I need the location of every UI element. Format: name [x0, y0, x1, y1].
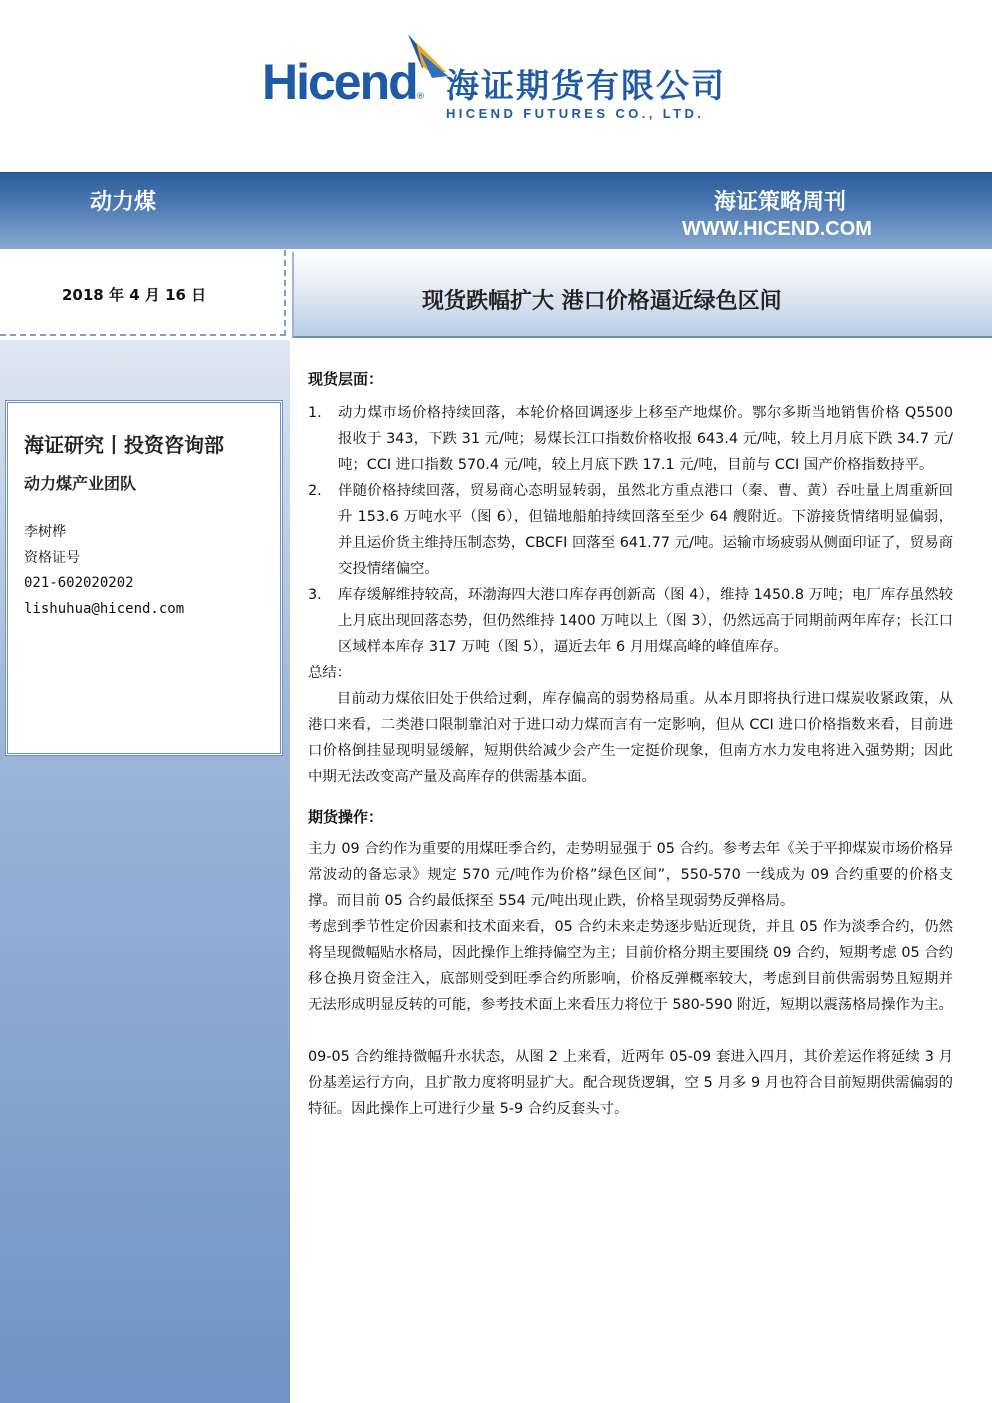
- phone-number: 021-602020202: [24, 575, 134, 591]
- list-number: 1.: [308, 405, 322, 421]
- date-box: [0, 250, 286, 336]
- list-text: 库存缓解维持较高，环渤海四大港口库存再创新高（图 4），维持 1450.8 万吨；电厂库存虽然较上月底出现回落态势，但仍然维持 1400 万吨以上（图 3），仍然远高于同期前两年库存；长江口区域样本库存 317 万吨（图 5），逼近去年 6 月用煤高峰的峰值库存。: [338, 587, 953, 655]
- title-box: [292, 252, 992, 338]
- logo-brand: Hicend: [262, 54, 417, 110]
- banner-url[interactable]: WWW.HICEND.COM: [682, 218, 872, 240]
- report-title: 现货跌幅扩大 港口价格逼近绿色区间: [422, 289, 782, 314]
- futures-paragraph-3: 09-05 合约维持微幅升水状态，从图 2 上来看，近两年 05-09 套进入四月，其价差运作将延续 3 月份基差运行方向，且扩散力度将明显扩大。配合现货逻辑，空 5 月多 9 月也符合目前短期供需偏弱的特征。因此操作上可进行少量 5-9 合约反套头寸。: [308, 1049, 953, 1117]
- futures-heading: 期货操作：: [308, 808, 384, 826]
- spot-list: [308, 400, 953, 660]
- logo-reg-mark: ®: [416, 92, 425, 102]
- list-number: 2.: [308, 483, 322, 499]
- summary-paragraph: 目前动力煤依旧处于供给过剩，库存偏高的弱势格局重。从本月即将执行进口煤炭收紧政策，从港口来看，二类港口限制靠泊对于进口动力煤而言有一定影响，但从 CCI 进口价格指数来看，目前进口价格倒挂显现明显缓解，短期供给减少会产生一定挺价现象，但南方水力发电将进入强势期；因此中期无法改变高产量及高库存的供需基本面。: [308, 691, 953, 785]
- logo-company-en: HICEND FUTURES CO., LTD.: [446, 106, 705, 121]
- spot-heading: 现货层面：: [308, 370, 384, 388]
- summary-label: 总结：: [308, 665, 352, 681]
- company-logo: [0, 0, 992, 170]
- author-card: [5, 400, 283, 756]
- main-content: [308, 360, 953, 1122]
- list-text: 伴随价格持续回落，贸易商心态明显转弱，虽然北方重点港口（秦、曹、黄）吞吐量上周重新回升 153.6 万吨水平（图 6），但锚地船舶持续回落至至少 64 艘附近。下游接货情绪明显偏弱，并且运价货主维持压制态势，CBCFI 回落至 641.77 元/吨。运输市场疲弱从侧面印证了，贸易商交投情绪偏空。: [338, 483, 953, 577]
- department-name: 海证研究丨投资咨询部: [24, 433, 224, 457]
- banner-category: 动力煤: [90, 190, 157, 215]
- list-item: [308, 400, 953, 478]
- list-item: [308, 478, 953, 582]
- list-text: 动力煤市场价格持续回落，本轮价格回调逐步上移至产地煤价。鄂尔多斯当地销售价格 Q5500 报收于 343，下跌 31 元/吨；易煤长江口指数价格收报 643.4 元/吨，较上月月底下跌 34.7 元/吨；CCI 进口指数 570.4 元/吨，较上月底下跌 17.1 元/吨，目前与 CCI 国产价格指数持平。: [338, 405, 953, 473]
- logo-company-cn: 海证期货有限公司: [446, 66, 726, 105]
- team-name: 动力煤产业团队: [24, 474, 137, 493]
- email-link[interactable]: lishuhua@hicend.com: [24, 601, 185, 617]
- futures-paragraph-2: 考虑到季节性定价因素和技术面来看，05 合约未来走势逐步贴近现货，并且 05 作为淡季合约，仍然将呈现微幅贴水格局，因此操作上维持偏空为主；目前价格分期主要围绕 09 合约，短期考虑 05 合约移仓换月资金注入，底部则受到旺季合约所影响，价格反弹概率较大，考虑到目前供需弱势且短期并无法形成明显反转的可能，参考技术面上来看压力将位于 580-590 附近，短期以震荡格局操作为主。: [308, 919, 953, 1013]
- analyst-name: 李树桦: [24, 524, 66, 540]
- list-item: [308, 582, 953, 660]
- banner-publication: 海证策略周刊: [714, 190, 847, 215]
- paragraph-gap: [308, 1018, 953, 1044]
- header-banner: [0, 172, 992, 249]
- cert-label: 资格证号: [24, 550, 80, 566]
- report-date: 2018 年 4 月 16 日: [62, 286, 207, 304]
- futures-paragraph-1: 主力 09 合约作为重要的用煤旺季合约，走势明显强于 05 合约。参考去年《关于平抑煤炭市场价格异常波动的备忘录》规定 570 元/吨作为价格”绿色区间”，550-570 一线成为 09 合约重要的价格支撑。而目前 05 合约最低探至 554 元/吨出现止跌，价格呈现弱势反弹格局。: [308, 841, 953, 909]
- list-number: 3.: [308, 587, 322, 603]
